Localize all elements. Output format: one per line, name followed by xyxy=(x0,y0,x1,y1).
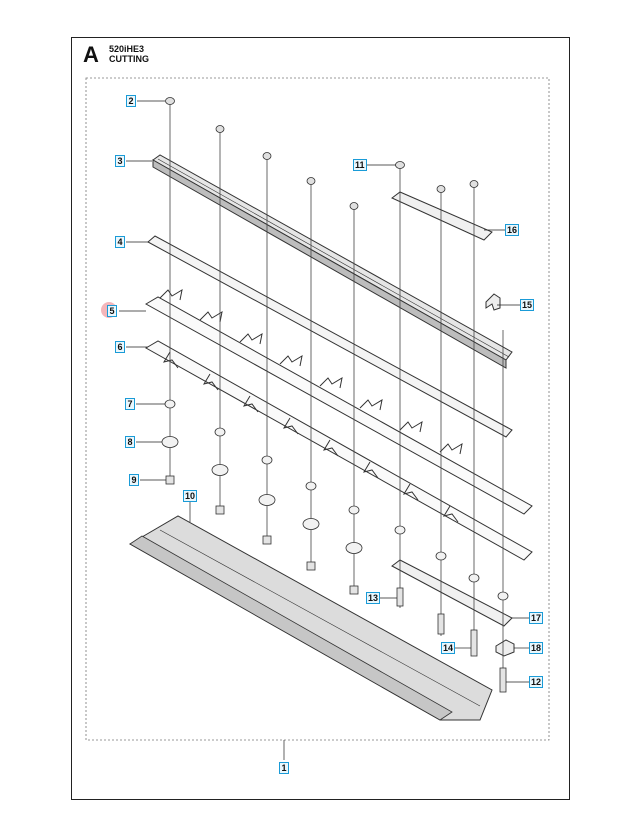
callout-2[interactable]: 2 xyxy=(126,95,136,107)
callout-17[interactable]: 17 xyxy=(531,613,542,623)
part-17-bracket xyxy=(392,560,512,626)
callout-16[interactable]: 16 xyxy=(507,225,518,235)
callout-9[interactable]: 9 xyxy=(129,474,139,486)
callout-15[interactable]: 15 xyxy=(522,300,533,310)
part-18-clip xyxy=(496,640,514,656)
model-name: 520iHE3 xyxy=(109,44,145,54)
section-title: CUTTING xyxy=(109,54,149,64)
callout-7[interactable]: 7 xyxy=(125,398,135,410)
callout-18[interactable]: 18 xyxy=(531,643,542,653)
callout-12[interactable]: 12 xyxy=(531,677,542,687)
callout-10[interactable]: 10 xyxy=(185,491,196,501)
callout-1[interactable]: 1 xyxy=(279,762,289,774)
callout-6[interactable]: 6 xyxy=(115,341,125,353)
callout-3[interactable]: 3 xyxy=(115,155,125,167)
callout-11[interactable]: 11 xyxy=(355,160,365,170)
callout-8[interactable]: 8 xyxy=(125,436,135,448)
part-16-bracket xyxy=(392,192,492,240)
section-letter: A xyxy=(83,42,99,67)
callout-13[interactable]: 13 xyxy=(368,593,379,603)
part-15-clip xyxy=(486,294,500,310)
callout-14[interactable]: 14 xyxy=(443,643,454,653)
leader-lines xyxy=(119,101,529,760)
callout-5[interactable]: 5 xyxy=(107,305,117,317)
callout-4[interactable]: 4 xyxy=(115,236,125,248)
